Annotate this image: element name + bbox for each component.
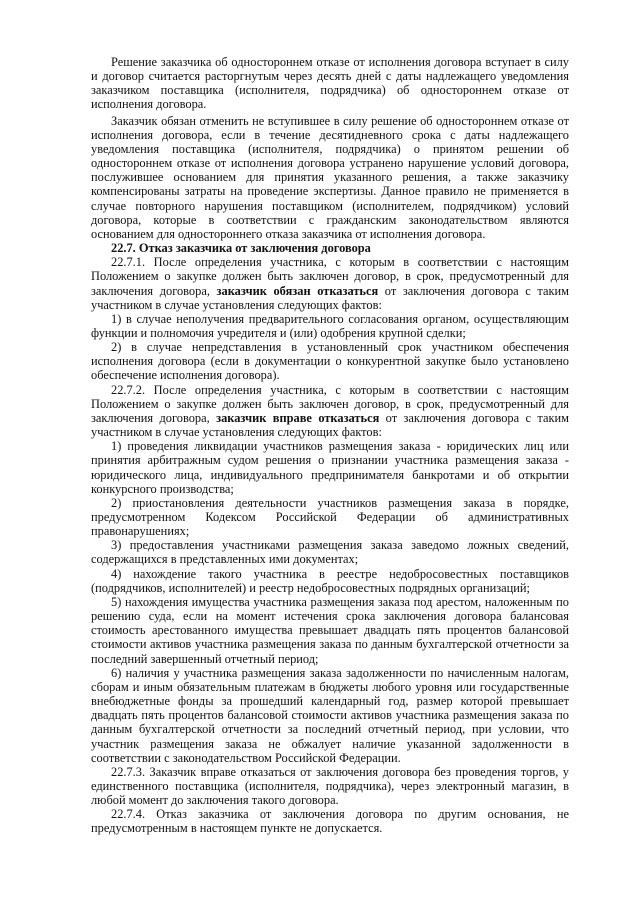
list-item-1-2: 2) в случае непредставления в установленный срок участником обеспечения исполнения договора (если в документации о конкурентной закупке было установлено обеспечение исполнения договора). — [91, 340, 569, 383]
list-item-2-3: 3) предоставления участниками размещения заказа заведомо ложных сведений, содержащихся в представленных ими документах; — [91, 538, 569, 567]
paragraph-22-7-3: 22.7.3. Заказчик вправе отказаться от заключения договора без проведения торгов, у единственного поставщика (исполнителя, подрядчика), через электронный магазин, в любой момент до заключения такого договора. — [91, 764, 569, 808]
emphasis-obliged-refuse: заказчик обязан отказаться — [216, 283, 379, 298]
list-item-2-4: 4) нахождение такого участника в реестре недобросовестных поставщиков (подрядчиков, исполнителей) и реестр недобросовестных подрядных организаций; — [91, 566, 569, 595]
list-item-2-6: 6) наличия у участника размещения заказа задолженности по начисленным налогам, сборам и иным обязательным платежам в бюджеты любого уровня или государственные внебюджетные фонды за прошедший календарный год, размер которой превышает двадцать пять процентов балансовой стоимости активов участника размещения заказа по данным бухгалтерской отчетности за последний отчетный период, при условии, что участник размещения заказа не обжалует наличие указанной задолженности в соответствии с законодательством Российской Федерации. — [91, 665, 569, 765]
paragraph-cancel-obligation: Заказчик обязан отменить не вступившее в силу решение об одностороннем отказе от исполнения договора, если в течение десятидневного срока с даты надлежащего уведомления поставщика (исполнителя, подрядчика) о принятом решении об одностороннем отказе от исполнения договора устранено нарушение условий договора, послужившее основанием для принятия указанного решения, а также заказчику компенсированы затраты на проведение экспертизы. Данное правило не применяется в случае повторного нарушения поставщиком (исполнителем, подрядчиком) условий договора, которые в соответствии с гражданским законодательством являются основанием для одностороннего отказа заказчика от исполнения договора. — [91, 113, 569, 241]
text-run: 22.7.2. После определения участника, с которым в соответствии с настоящим Положением о закупке должен быть заключен договор, в срок, предусмотренный для заключения договора, — [91, 382, 569, 425]
text-run: от заключения договора с таким участником в случае установления следующих фактов: — [91, 283, 569, 312]
text-run: от заключения договора с таким участником в случае установления следующих фактов: — [91, 410, 569, 440]
section-heading-22-7: 22.7. Отказ заказчика от заключения договора — [111, 241, 371, 256]
list-item-1-1: 1) в случае неполучения предварительного согласования органом, осуществляющим функции и полномочия учредителя и (или) одобрения крупной сделки; — [91, 311, 569, 340]
paragraph-22-7-4: 22.7.4. Отказ заказчика от заключения договора по другим основания, не предусмотренным в настоящем пункте не допускается. — [91, 807, 569, 836]
text-run: 22.7.1. После определения участника, с которым в соответствии с настоящим Положением о закупке должен быть заключен договор, в срок, предусмотренный для заключения договора, — [91, 255, 569, 298]
list-item-2-1: 1) проведения ликвидации участников размещения заказа - юридических лиц или принятия арбитражным судом решения о признании участника размещения заказа - юридического лица, индивидуального предпринимателя банкротами и об открытии конкурсного производства; — [91, 439, 569, 496]
emphasis-entitled-refuse: заказчик вправе отказаться — [216, 410, 380, 425]
paragraph-decision-effect: Решение заказчика об одностороннем отказе от исполнения договора вступает в силу и договор считается расторгнутым через десять дней с даты надлежащего уведомления заказчиком поставщика (исполнителя, подрядчика) об одностороннем отказе от исполнения договора. — [91, 55, 569, 112]
paragraph-22-7-2 — [91, 383, 569, 440]
list-item-2-2: 2) приостановления деятельности участников размещения заказа в порядке, предусмотренном Кодексом Российской Федерации об административных правонарушениях; — [91, 495, 569, 539]
paragraph-22-7-1 — [91, 255, 569, 312]
document-page — [91, 55, 569, 836]
list-item-2-5: 5) нахождения имущества участника размещения заказа под арестом, наложенным по решению суда, если на момент истечения срока заключения договора балансовая стоимость арестованного имущества превышает двадцать пять процентов балансовой стоимости активов участника размещения заказа по данным бухгалтерской отчетности за последний завершенный отчетный период; — [91, 594, 569, 666]
